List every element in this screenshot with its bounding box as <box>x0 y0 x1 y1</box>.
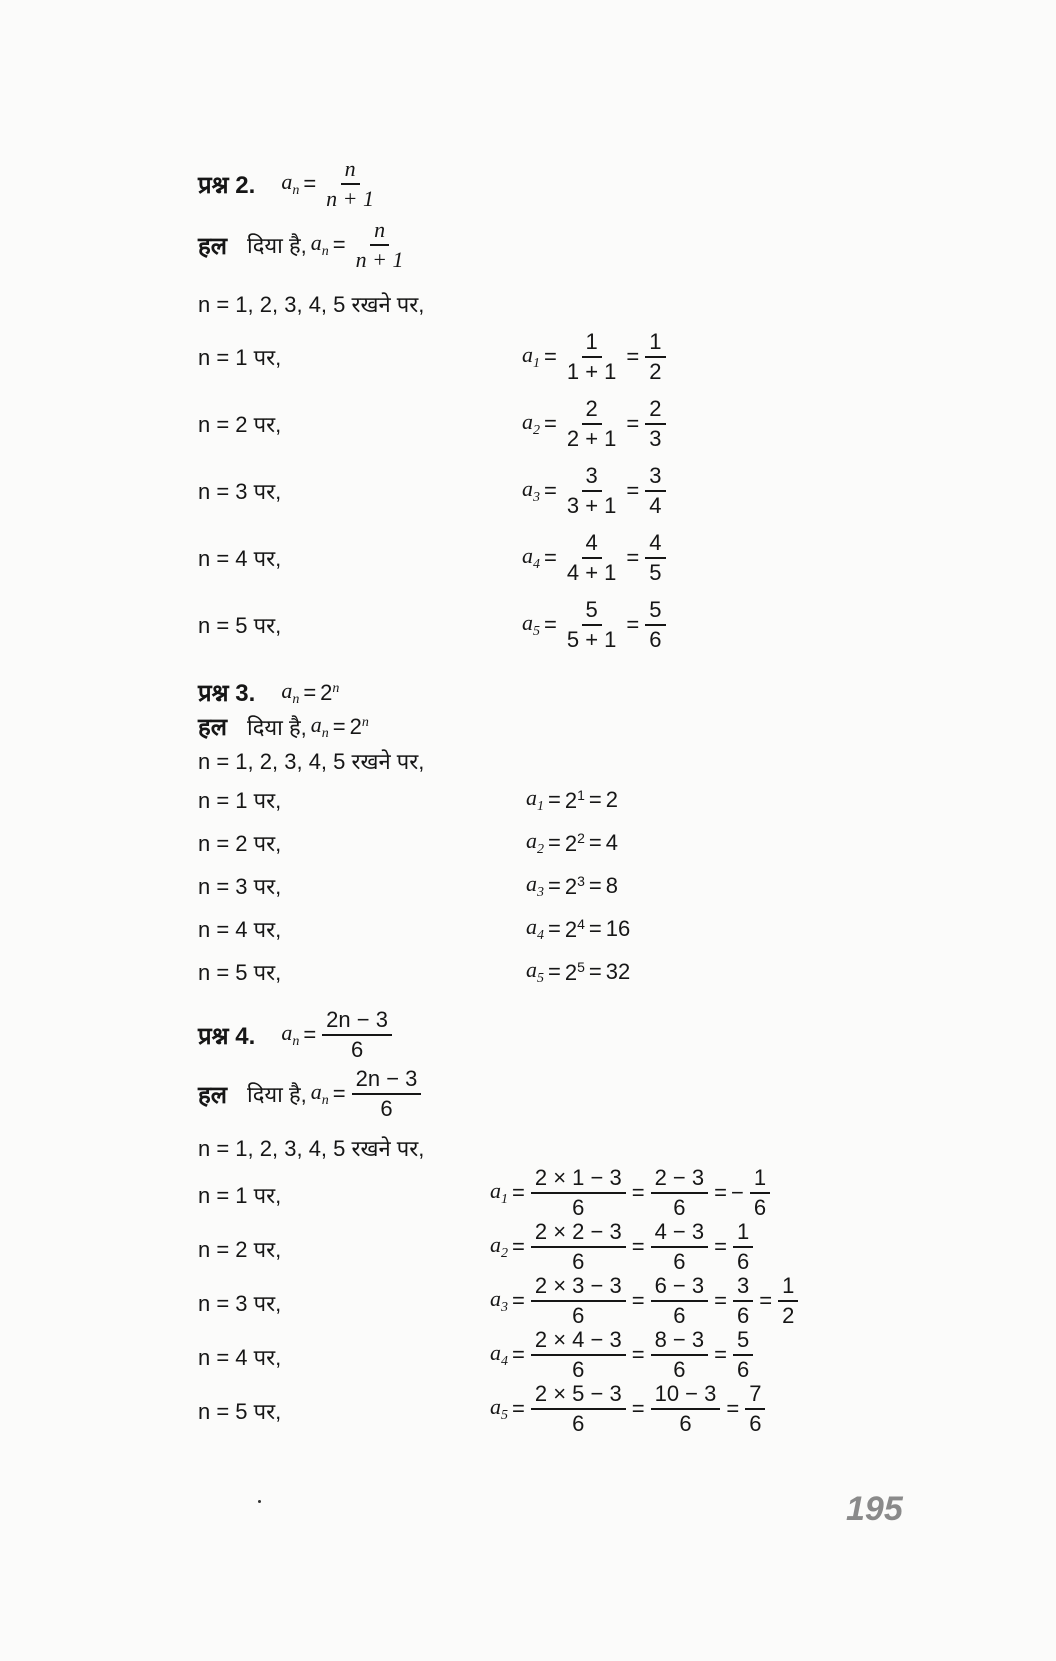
denominator: 6 <box>673 1303 686 1329</box>
power: $2^1$ <box>564 786 585 813</box>
equals-sign: = <box>548 959 561 984</box>
condition-label: n = 4 पर, <box>198 917 282 942</box>
hal-label: हल <box>198 232 228 260</box>
question-2-solution-line: हल दिया है, $a_n$ = $\frac{n}{n + 1}$ <box>198 217 404 273</box>
condition-label: n = 3 पर, <box>198 479 282 504</box>
fraction <box>531 1382 626 1436</box>
a-symbol: $a_5$ <box>522 610 540 640</box>
condition-label: n = 3 पर, <box>198 874 282 899</box>
numerator: 8 − 3 <box>651 1328 709 1356</box>
denominator: 6 <box>572 1357 585 1383</box>
equals-sign: = <box>626 478 640 504</box>
denominator: 6 <box>572 1195 585 1221</box>
a-symbol: $a_5$ <box>526 957 544 986</box>
condition-label: n = 3 पर, <box>198 1291 282 1316</box>
question-2-formula-fraction: $\frac{n}{n + 1}$ <box>326 156 375 212</box>
denominator: 6 <box>749 1411 762 1437</box>
fraction <box>563 531 621 585</box>
numerator: 3 <box>733 1274 753 1302</box>
equation-row <box>522 464 668 518</box>
a-symbol: $a_3$ <box>490 1286 508 1316</box>
fraction <box>563 397 621 451</box>
numerator: 5 <box>733 1328 753 1356</box>
fraction <box>563 598 621 652</box>
question-2-label: प्रश्न 2. <box>198 171 256 199</box>
condition-label: n = 5 पर, <box>198 1399 282 1424</box>
a-symbol: $a_n$ <box>281 169 300 199</box>
question-2-heading-line: प्रश्न 2. $a_n$ = $\frac{n}{n + 1}$ <box>198 157 380 211</box>
a-symbol: $a_2$ <box>522 409 540 439</box>
denominator: 2 <box>782 1303 795 1329</box>
condition-label: n = 1 पर, <box>198 788 282 813</box>
denominator: 6 <box>572 1411 585 1437</box>
denominator: 6 <box>673 1249 686 1275</box>
a-symbol: $a_5$ <box>490 1394 508 1424</box>
result-value: 2 <box>605 787 619 812</box>
equals-sign: = <box>759 1288 773 1314</box>
numerator: 10 − 3 <box>651 1382 721 1410</box>
question-4-setup: n = 1, 2, 3, 4, 5 रखने पर, <box>198 1136 425 1161</box>
denominator: 3 + 1 <box>566 493 617 519</box>
denominator: 3 <box>649 426 662 452</box>
question-4-label: प्रश्न 4. <box>198 1022 256 1050</box>
condition-label: n = 2 पर, <box>198 1237 282 1262</box>
fraction <box>531 1220 626 1274</box>
equals-sign: = <box>631 1342 645 1368</box>
denominator: 5 <box>649 560 662 586</box>
equals-sign: = <box>588 830 602 855</box>
question-4-heading-line: प्रश्न 4. $a_n$ = $\frac{2n - 3}{6}$ <box>198 1008 394 1062</box>
numerator: 2 <box>645 397 665 425</box>
print-speck <box>258 1500 261 1503</box>
numerator: 2 × 4 − 3 <box>531 1328 626 1356</box>
hal-label: हल <box>198 1081 228 1109</box>
given-text: दिया है, <box>247 1082 307 1108</box>
equals-sign: = <box>548 830 561 855</box>
equals-sign: = <box>714 1180 727 1206</box>
fraction <box>745 1382 765 1436</box>
fraction <box>733 1328 753 1382</box>
fraction <box>531 1166 626 1220</box>
result-value: 32 <box>605 959 631 984</box>
result-value: 8 <box>605 873 619 898</box>
numerator: 5 <box>582 598 602 626</box>
a-symbol: $a_4$ <box>526 914 544 943</box>
equals-sign: = <box>512 1234 525 1260</box>
equation-row <box>490 1274 800 1328</box>
equals-sign: = <box>631 1234 645 1260</box>
result-value: 16 <box>605 916 631 941</box>
fraction <box>645 531 665 585</box>
denominator: 5 + 1 <box>566 627 617 653</box>
question-4-solution-line: हल दिया है, $a_n$ = $\frac{2n - 3}{6}$ <box>198 1067 423 1121</box>
denominator: 6 <box>572 1249 585 1275</box>
equals-sign: = <box>548 916 561 941</box>
given-text: दिया है, <box>247 233 307 259</box>
equals-sign: = <box>544 411 557 437</box>
equation-row <box>490 1382 767 1436</box>
fraction <box>651 1166 709 1220</box>
denominator: 4 <box>649 493 662 519</box>
equals-sign: = <box>512 1180 525 1206</box>
numerator: 4 − 3 <box>651 1220 709 1248</box>
numerator: 2 − 3 <box>651 1166 709 1194</box>
equation-row <box>526 828 618 858</box>
equals-sign: = <box>726 1396 740 1422</box>
denominator: 6 <box>649 627 662 653</box>
equals-sign: = <box>544 344 557 370</box>
a-symbol: $a_n$ <box>281 677 300 707</box>
a-symbol: $a_3$ <box>522 476 540 506</box>
fraction <box>645 598 665 652</box>
denominator: 2 + 1 <box>566 426 617 452</box>
question-3-label: प्रश्न 3. <box>198 680 256 707</box>
numerator: 2 <box>582 397 602 425</box>
equation-row <box>526 914 630 944</box>
equation-row <box>522 531 668 585</box>
equals-sign: = <box>544 545 557 571</box>
denominator: 6 <box>673 1195 686 1221</box>
denominator: 6 <box>736 1249 750 1275</box>
hal-label: हल <box>198 714 228 741</box>
equals-sign: = <box>512 1396 525 1422</box>
denominator: 6 <box>673 1357 686 1383</box>
denominator: 4 + 1 <box>566 560 617 586</box>
condition-label: n = 4 पर, <box>198 546 282 571</box>
numerator: 4 <box>582 531 602 559</box>
power: $2^3$ <box>564 872 585 899</box>
equation-row <box>526 785 618 815</box>
fraction <box>563 330 621 384</box>
condition-label: n = 2 पर, <box>198 412 282 437</box>
fraction <box>531 1328 626 1382</box>
fraction <box>645 464 665 518</box>
equals-sign: = <box>626 344 640 370</box>
equation-row <box>522 598 668 652</box>
numerator: 2 × 3 − 3 <box>531 1274 626 1302</box>
numerator: 1 <box>582 330 602 358</box>
condition-label: n = 5 पर, <box>198 613 282 638</box>
denominator: 6 <box>572 1303 585 1329</box>
numerator: 5 <box>645 598 665 626</box>
fraction <box>733 1220 753 1274</box>
a-symbol: $a_n$ <box>281 1020 300 1050</box>
equals-sign: = <box>626 411 640 437</box>
denominator: 1 + 1 <box>566 359 617 385</box>
denominator: 6 <box>736 1303 750 1329</box>
denominator: 2 <box>649 359 662 385</box>
denominator: 6 <box>753 1195 767 1221</box>
a-symbol: $a_4$ <box>490 1340 508 1370</box>
equals-sign: = <box>714 1234 727 1260</box>
fraction <box>531 1274 626 1328</box>
page-number: 195 <box>846 1490 903 1528</box>
numerator: 2 × 1 − 3 <box>531 1166 626 1194</box>
condition-label: n = 5 पर, <box>198 960 282 985</box>
equals-sign: = <box>548 787 561 812</box>
question-2-setup: n = 1, 2, 3, 4, 5 रखने पर, <box>198 292 425 317</box>
fraction <box>778 1274 798 1328</box>
fraction <box>645 397 665 451</box>
question-3-setup: n = 1, 2, 3, 4, 5 रखने पर, <box>198 749 425 774</box>
equals-sign: = <box>626 545 640 571</box>
a-symbol: $a_1$ <box>490 1178 508 1208</box>
a-symbol: $a_4$ <box>522 543 540 573</box>
equals-sign: = <box>631 1288 645 1314</box>
fraction <box>651 1274 709 1328</box>
equation-row <box>490 1220 755 1274</box>
equation-row <box>526 871 618 901</box>
condition-label: n = 4 पर, <box>198 1345 282 1370</box>
equation-row <box>522 330 668 384</box>
fraction <box>645 330 665 384</box>
question-3-heading-line: प्रश्न 3. $a_n$ = 2$^n$ <box>198 677 340 707</box>
condition-label: n = 1 पर, <box>198 345 282 370</box>
equation-row <box>522 397 668 451</box>
denominator: 6 <box>736 1357 750 1383</box>
fraction <box>651 1328 709 1382</box>
equals-sign: = <box>544 478 557 504</box>
numerator: 2 × 2 − 3 <box>531 1220 626 1248</box>
equals-sign: = <box>548 873 561 898</box>
a-symbol: $a_2$ <box>490 1232 508 1262</box>
condition-label: n = 1 पर, <box>198 1183 282 1208</box>
equals-sign: = <box>544 612 557 638</box>
equation-row <box>526 957 630 987</box>
numerator: 3 <box>645 464 665 492</box>
equals-sign: = <box>512 1288 525 1314</box>
fraction <box>733 1274 753 1328</box>
equals-sign: = <box>512 1342 525 1368</box>
power: $2^5$ <box>564 958 585 985</box>
condition-label: n = 2 पर, <box>198 831 282 856</box>
equals-sign: = <box>714 1288 727 1314</box>
question-3-solution-line: हल दिया है, $a_n$ = 2$^n$ <box>198 711 369 741</box>
equals-sign: = <box>626 612 640 638</box>
numerator: 1 <box>645 330 665 358</box>
equals-sign: = <box>588 787 602 812</box>
equals-sign: = <box>631 1180 645 1206</box>
fraction <box>651 1220 709 1274</box>
equals-sign: = <box>588 873 602 898</box>
denominator: 6 <box>679 1411 692 1437</box>
fraction <box>750 1166 770 1220</box>
result-value: 4 <box>605 830 619 855</box>
equation-row <box>490 1166 772 1220</box>
numerator: 4 <box>645 531 665 559</box>
power: $2^4$ <box>564 915 585 942</box>
numerator: 6 − 3 <box>651 1274 709 1302</box>
numerator: 1 <box>778 1274 798 1302</box>
numerator: 2 × 5 − 3 <box>531 1382 626 1410</box>
a-symbol: $a_3$ <box>526 871 544 900</box>
fraction <box>563 464 621 518</box>
given-text: दिया है, <box>247 714 307 740</box>
equals-sign: = <box>588 959 602 984</box>
equals-sign: = <box>631 1396 645 1422</box>
question-4-formula-fraction: $\frac{2n - 3}{6}$ <box>322 1008 392 1062</box>
a-symbol: $a_1$ <box>522 342 540 372</box>
a-symbol: $a_1$ <box>526 785 544 814</box>
numerator: 7 <box>745 1382 765 1410</box>
equals-sign: = <box>714 1342 727 1368</box>
numerator: 3 <box>582 464 602 492</box>
fraction <box>651 1382 721 1436</box>
numerator: 1 <box>750 1166 770 1194</box>
a-symbol: $a_2$ <box>526 828 544 857</box>
equals-sign: = <box>588 916 602 941</box>
minus-sign: − <box>730 1180 744 1206</box>
equation-row <box>490 1328 755 1382</box>
numerator: 1 <box>733 1220 753 1248</box>
power: $2^2$ <box>564 829 585 856</box>
